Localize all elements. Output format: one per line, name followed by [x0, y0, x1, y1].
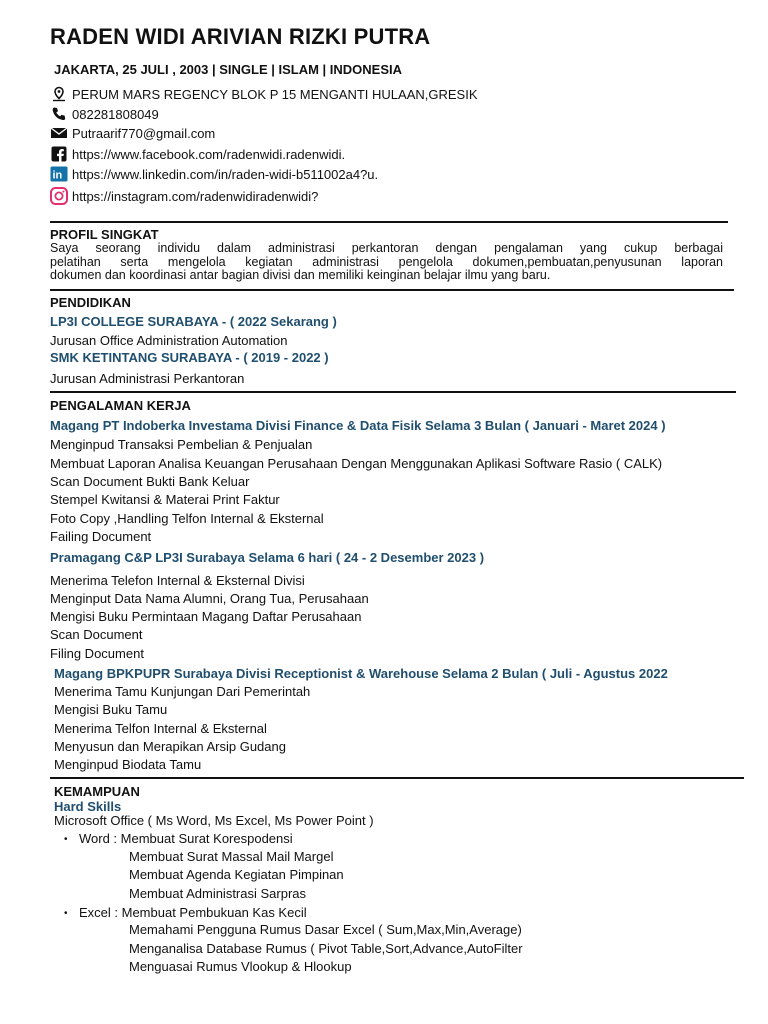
contact-linkedin: [50, 166, 378, 182]
address-text: PERUM MARS REGENCY BLOK P 15 MENGANTI HULAAN,GRESIK: [72, 86, 478, 102]
job-task: Foto Copy ,Handling Telfon Internal & Eksternal: [50, 511, 324, 526]
linkedin-icon: [50, 166, 68, 182]
education-major: Jurusan Office Administration Automation: [50, 333, 288, 348]
job-task: Menginpud Transaksi Pembelian & Penjualan: [50, 437, 313, 452]
job-task: Mengisi Buku Permintaan Magang Daftar Perusahaan: [50, 609, 362, 624]
section-title-education: PENDIDIKAN: [50, 295, 131, 310]
profile-summary: [50, 242, 723, 283]
divider: [50, 221, 728, 223]
education-school: LP3I COLLEGE SURABAYA - ( 2022 Sekarang ): [50, 314, 337, 329]
job-task: Menerima Tamu Kunjungan Dari Pemerintah: [54, 684, 311, 699]
bullet: •: [64, 834, 68, 845]
section-title-skills: KEMAMPUAN: [54, 784, 140, 799]
job-task: Membuat Laporan Analisa Keuangan Perusahaan Dengan Menggunakan Aplikasi Software Rasio ( CALK): [50, 456, 663, 471]
excel-skill-label: Excel : Membuat Pembukuan Kas Kecil: [79, 905, 307, 920]
linkedin-link[interactable]: https://www.linkedin.com/in/raden-widi-b511002a4?u.: [72, 166, 379, 182]
location-pin-icon: [50, 86, 68, 102]
job-task: Menginpud Biodata Tamu: [54, 757, 202, 772]
word-skill-item: Membuat Surat Massal Mail Margel: [129, 849, 334, 864]
education-school: SMK KETINTANG SURABAYA - ( 2019 - 2022 ): [50, 350, 329, 365]
word-skill-item: Membuat Administrasi Sarpras: [129, 886, 307, 901]
section-title-experience: PENGALAMAN KERJA: [50, 398, 191, 413]
profile-line: Saya seorang individu dalam administrasi perkantoran dengan pengalaman yang cukup berbagai: [50, 241, 723, 255]
facebook-link[interactable]: https://www.facebook.com/radenwidi.radenwidi.: [72, 146, 346, 162]
job-task: Scan Document Bukti Bank Keluar: [50, 474, 250, 489]
phone-icon: [50, 106, 68, 122]
profile-line: dokumen dan koordinasi antar bagian divisi dan memiliki keinginan belajar ilmu yang baru.: [50, 268, 551, 282]
job-title: Magang PT Indoberka Investama Divisi Finance & Data Fisik Selama 3 Bulan ( Januari - Maret 2024 ): [50, 418, 666, 433]
job-task: Menerima Telfon Internal & Eksternal: [54, 721, 267, 736]
hard-skills-title: Hard Skills: [54, 799, 122, 814]
job-task: Menerima Telefon Internal & Eksternal Divisi: [50, 573, 305, 588]
word-skill-item: Membuat Agenda Kegiatan Pimpinan: [129, 867, 344, 882]
envelope-icon: [50, 125, 68, 141]
excel-skill-item: Memahami Pengguna Rumus Dasar Excel ( Sum,Max,Min,Average): [129, 922, 522, 937]
contact-facebook: [50, 146, 345, 162]
excel-skill-item: Menganalisa Database Rumus ( Pivot Table,Sort,Advance,AutoFilter: [129, 941, 523, 956]
phone-text: 082281808049: [72, 106, 159, 122]
divider: [50, 391, 736, 393]
email-link[interactable]: Putraarif770@gmail.com: [72, 125, 216, 141]
instagram-icon: [50, 188, 68, 204]
contact-address: [50, 86, 478, 102]
candidate-name: RADEN WIDI ARIVIAN RIZKI PUTRA: [50, 24, 431, 49]
profile-line: pelatihan serta mengelola kegiatan administrasi pengelola dokumen,pembuatan,penyusunan laporan: [50, 254, 723, 269]
personal-info: JAKARTA, 25 JULI , 2003 | SINGLE | ISLAM | INDONESIA: [54, 62, 403, 77]
facebook-icon: [50, 146, 68, 162]
word-skill-label: Word : Membuat Surat Korespodensi: [79, 831, 293, 846]
education-major: Jurusan Administrasi Perkantoran: [50, 371, 245, 386]
contact-phone: [50, 106, 159, 122]
divider: [50, 289, 734, 291]
office-skill: Microsoft Office ( Ms Word, Ms Excel, Ms Power Point ): [54, 813, 374, 828]
excel-skill-item: Menguasai Rumus Vlookup & Hlookup: [129, 959, 352, 974]
bullet: •: [64, 908, 68, 919]
divider: [50, 777, 744, 779]
job-task: Failing Document: [50, 529, 152, 544]
job-task: Mengisi Buku Tamu: [54, 702, 168, 717]
contact-instagram: [50, 188, 318, 204]
svg-text:in: in: [52, 169, 63, 182]
job-task: Scan Document: [50, 627, 143, 642]
job-title: Pramagang C&P LP3I Surabaya Selama 6 hari ( 24 - 2 Desember 2023 ): [50, 550, 485, 565]
job-task: Menyusun dan Merapikan Arsip Gudang: [54, 739, 286, 754]
instagram-link[interactable]: https://instagram.com/radenwidiradenwidi?: [72, 188, 319, 204]
job-task: Menginput Data Nama Alumni, Orang Tua, Perusahaan: [50, 591, 369, 606]
section-title-profile: PROFIL SINGKAT: [50, 227, 159, 242]
job-title: Magang BPKPUPR Surabaya Divisi Receptionist & Warehouse Selama 2 Bulan ( Juli - Agustus 2022: [54, 666, 668, 681]
job-task: Filing Document: [50, 646, 144, 661]
job-task: Stempel Kwitansi & Materai Print Faktur: [50, 492, 280, 507]
contact-email: [50, 125, 215, 141]
